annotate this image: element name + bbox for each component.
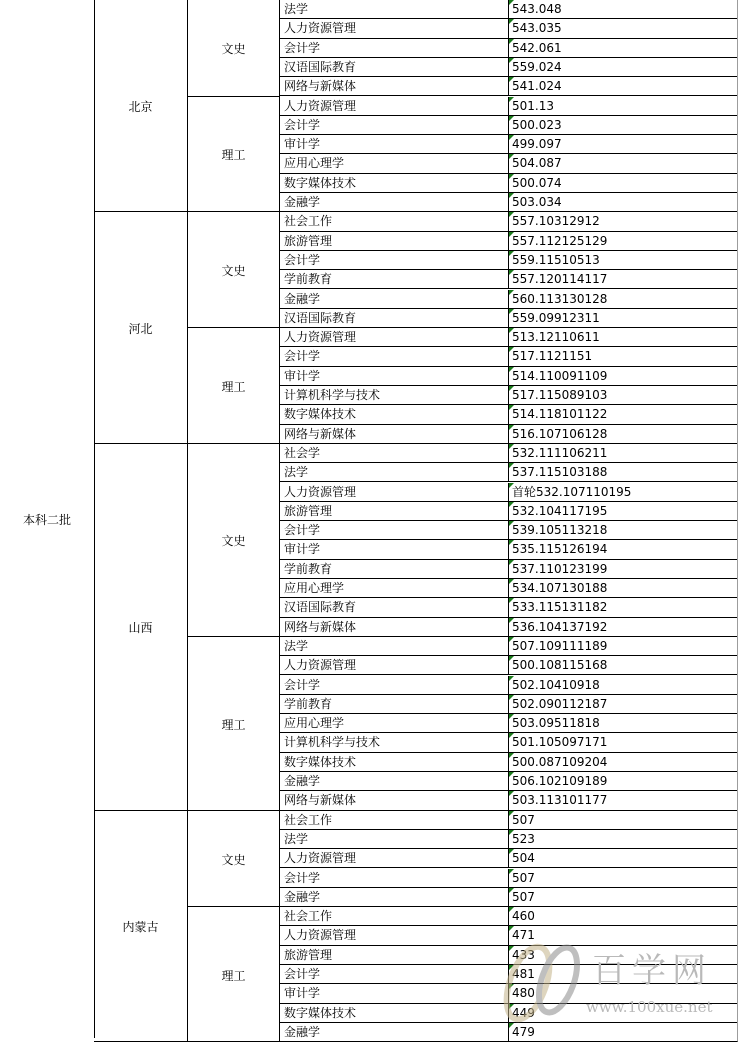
score-cell <box>509 328 738 347</box>
comment-marker-icon <box>509 328 514 333</box>
score-value: 514.110091109 <box>512 368 608 383</box>
score-cell <box>509 656 738 675</box>
score-value: 504 <box>512 851 535 866</box>
score-value: 507 <box>512 812 535 827</box>
score-value: 541.024 <box>512 79 562 94</box>
comment-marker-icon <box>509 232 514 237</box>
comment-marker-icon <box>509 502 514 507</box>
score-cell <box>509 367 738 386</box>
score-cell <box>509 714 738 733</box>
score-value: 557.112125129 <box>512 233 608 248</box>
score-value: 449 <box>512 1005 535 1020</box>
score-value: 523 <box>512 831 535 846</box>
comment-marker-icon <box>509 598 514 603</box>
score-cell <box>509 463 738 482</box>
score-cell <box>509 849 738 868</box>
score-cell <box>509 791 738 810</box>
major-cell: 金融学 <box>280 1023 509 1042</box>
comment-marker-icon <box>509 77 514 82</box>
major-cell: 会计学 <box>280 39 509 58</box>
province-label: 山西 <box>128 621 153 636</box>
score-cell <box>509 193 738 212</box>
comment-marker-icon <box>509 174 514 179</box>
score-cell <box>509 232 738 251</box>
major-cell: 学前教育 <box>280 270 509 289</box>
major-cell: 汉语国际教育 <box>280 309 509 328</box>
category-label: 文史 <box>221 42 246 57</box>
score-cell <box>509 425 738 444</box>
major-cell: 旅游管理 <box>280 232 509 251</box>
score-cell <box>509 0 738 19</box>
major-cell: 应用心理学 <box>280 714 509 733</box>
major-cell: 法学 <box>280 637 509 656</box>
score-cell <box>509 579 738 598</box>
major-cell: 人力资源管理 <box>280 97 509 116</box>
major-cell: 金融学 <box>280 290 509 309</box>
comment-marker-icon <box>509 19 514 24</box>
major-cell: 数字媒体技术 <box>280 405 509 424</box>
score-value: 539.105113218 <box>512 523 608 538</box>
major-cell: 会计学 <box>280 869 509 888</box>
score-cell <box>509 116 738 135</box>
comment-marker-icon <box>509 830 514 835</box>
score-cell <box>509 19 738 38</box>
major-cell: 审计学 <box>280 984 509 1003</box>
comment-marker-icon <box>509 695 514 700</box>
major-cell: 数字媒体技术 <box>280 174 509 193</box>
province-label: 内蒙古 <box>122 920 159 935</box>
comment-marker-icon <box>509 753 514 758</box>
score-value: 537.110123199 <box>512 561 608 576</box>
score-cell <box>509 174 738 193</box>
major-cell: 人力资源管理 <box>280 19 509 38</box>
score-value: 471 <box>512 928 535 943</box>
major-cell: 审计学 <box>280 135 509 154</box>
score-cell <box>509 290 738 309</box>
score-cell <box>509 521 738 540</box>
major-cell: 法学 <box>280 830 509 849</box>
comment-marker-icon <box>509 39 514 44</box>
score-cell <box>509 637 738 656</box>
major-cell: 网络与新媒体 <box>280 425 509 444</box>
score-cell <box>509 483 738 502</box>
major-cell: 网络与新媒体 <box>280 77 509 96</box>
category-label: 文史 <box>221 852 246 867</box>
score-cell <box>509 309 738 328</box>
score-value: 503.034 <box>512 195 562 209</box>
comment-marker-icon <box>509 97 514 102</box>
score-value: 559.09912311 <box>512 310 600 325</box>
major-cell: 会计学 <box>280 676 509 695</box>
major-cell: 应用心理学 <box>280 154 509 173</box>
score-value: 534.107130188 <box>512 581 608 595</box>
comment-marker-icon <box>509 193 514 198</box>
score-value: 507 <box>512 870 535 885</box>
score-value: 513.12110611 <box>512 330 600 345</box>
comment-marker-icon <box>509 483 514 488</box>
score-cell <box>509 212 738 231</box>
score-cell <box>509 830 738 849</box>
major-cell: 网络与新媒体 <box>280 618 509 637</box>
comment-marker-icon <box>509 521 514 526</box>
score-value: 481 <box>512 967 535 981</box>
comment-marker-icon <box>509 888 514 893</box>
comment-marker-icon <box>509 425 514 430</box>
score-cell <box>509 270 738 289</box>
score-cell <box>509 39 738 58</box>
score-value: 480 <box>512 986 535 1001</box>
comment-marker-icon <box>509 405 514 410</box>
category-label: 理工 <box>221 148 246 163</box>
major-cell: 人力资源管理 <box>280 849 509 868</box>
score-value: 501.105097171 <box>512 735 608 750</box>
score-value: 536.104137192 <box>512 619 608 634</box>
score-cell <box>509 444 738 463</box>
score-value: 503.09511818 <box>512 716 600 731</box>
major-cell: 应用心理学 <box>280 579 509 598</box>
score-value: 506.102109189 <box>512 774 608 788</box>
comment-marker-icon <box>509 116 514 121</box>
score-value: 500.087109204 <box>512 754 608 769</box>
major-cell: 社会工作 <box>280 907 509 926</box>
comment-marker-icon <box>509 367 514 372</box>
major-cell: 法学 <box>280 463 509 482</box>
major-cell: 社会学 <box>280 444 509 463</box>
score-value: 514.118101122 <box>512 407 608 422</box>
comment-marker-icon <box>509 637 514 642</box>
score-value: 479 <box>512 1024 535 1039</box>
category-label: 理工 <box>221 968 246 983</box>
score-cell <box>509 386 738 405</box>
major-cell: 会计学 <box>280 521 509 540</box>
watermark-brand: 百学网 <box>592 951 712 991</box>
score-cell <box>509 58 738 77</box>
score-value: 543.048 <box>512 2 562 16</box>
major-cell: 审计学 <box>280 367 509 386</box>
score-value: 500.108115168 <box>512 658 608 673</box>
comment-marker-icon <box>509 290 514 295</box>
score-value: 560.113130128 <box>512 291 608 306</box>
score-cell <box>509 251 738 270</box>
major-cell: 社会工作 <box>280 811 509 830</box>
category-label: 理工 <box>221 380 246 394</box>
score-value: 557.10312912 <box>512 214 600 229</box>
score-value: 532.104117195 <box>512 503 608 518</box>
major-cell: 汉语国际教育 <box>280 58 509 77</box>
score-value: 433 <box>512 947 535 962</box>
comment-marker-icon <box>509 907 514 912</box>
comment-marker-icon <box>509 772 514 777</box>
comment-marker-icon <box>509 656 514 661</box>
major-cell: 人力资源管理 <box>280 483 509 502</box>
score-cell <box>509 598 738 617</box>
score-value: 502.090112187 <box>512 696 608 711</box>
comment-marker-icon <box>509 811 514 816</box>
score-cell <box>509 618 738 637</box>
score-value: 516.107106128 <box>512 426 608 441</box>
major-cell: 法学 <box>280 0 509 19</box>
score-value: 533.115131182 <box>512 600 608 615</box>
province-label: 北京 <box>128 100 153 115</box>
major-cell: 金融学 <box>280 772 509 791</box>
comment-marker-icon <box>509 347 514 352</box>
comment-marker-icon <box>509 849 514 854</box>
score-cell <box>509 540 738 559</box>
major-cell: 网络与新媒体 <box>280 791 509 810</box>
major-cell: 计算机科学与技术 <box>280 733 509 752</box>
score-value: 535.115126194 <box>512 542 608 557</box>
comment-marker-icon <box>509 386 514 391</box>
watermark-url: www.100xue.net <box>586 998 713 1016</box>
major-cell: 会计学 <box>280 347 509 366</box>
major-cell: 学前教育 <box>280 560 509 579</box>
province-label: 河北 <box>128 322 153 337</box>
major-cell: 汉语国际教育 <box>280 598 509 617</box>
score-value: 500.023 <box>512 117 562 132</box>
score-cell <box>509 753 738 772</box>
comment-marker-icon <box>509 618 514 623</box>
score-cell <box>509 676 738 695</box>
score-value: 557.120114117 <box>512 272 608 287</box>
score-value: 460 <box>512 909 535 924</box>
score-value: 504.087 <box>512 156 562 171</box>
major-cell: 会计学 <box>280 251 509 270</box>
comment-marker-icon <box>509 270 514 275</box>
major-cell: 人力资源管理 <box>280 926 509 945</box>
score-cell <box>509 888 738 907</box>
score-cell <box>509 907 738 926</box>
major-cell: 社会工作 <box>280 212 509 231</box>
comment-marker-icon <box>509 463 514 468</box>
score-value: 503.113101177 <box>512 793 608 808</box>
major-cell: 会计学 <box>280 116 509 135</box>
score-value: 543.035 <box>512 21 562 36</box>
score-cell <box>509 135 738 154</box>
score-value: 517.115089103 <box>512 388 608 402</box>
comment-marker-icon <box>509 135 514 140</box>
major-cell: 数字媒体技术 <box>280 1004 509 1023</box>
score-cell <box>509 560 738 579</box>
comment-marker-icon <box>509 733 514 738</box>
score-value: 559.11510513 <box>512 252 600 267</box>
score-cell <box>509 811 738 830</box>
score-value: 507.109111189 <box>512 638 608 653</box>
category-label: 文史 <box>221 534 246 549</box>
major-cell: 人力资源管理 <box>280 328 509 347</box>
score-cell <box>509 405 738 424</box>
score-cell <box>509 502 738 521</box>
score-value: 532.111106211 <box>512 445 608 460</box>
major-cell: 金融学 <box>280 193 509 212</box>
major-cell: 学前教育 <box>280 695 509 714</box>
score-value: 501.13 <box>512 98 554 113</box>
major-cell: 审计学 <box>280 540 509 559</box>
comment-marker-icon <box>509 676 514 681</box>
comment-marker-icon <box>509 540 514 545</box>
score-value: 517.1121151 <box>512 349 593 364</box>
score-value: 499.097 <box>512 137 562 152</box>
score-cell <box>509 77 738 96</box>
comment-marker-icon <box>509 791 514 796</box>
score-value: 首轮532.107110195 <box>512 484 632 499</box>
score-cell <box>509 347 738 366</box>
category-label: 理工 <box>221 717 246 732</box>
major-cell: 会计学 <box>280 965 509 984</box>
score-cell <box>509 733 738 752</box>
comment-marker-icon <box>509 579 514 584</box>
comment-marker-icon <box>509 869 514 874</box>
major-cell: 数字媒体技术 <box>280 753 509 772</box>
comment-marker-icon <box>509 309 514 314</box>
comment-marker-icon <box>509 212 514 217</box>
score-cell <box>509 695 738 714</box>
score-cell <box>509 97 738 116</box>
score-value: 500.074 <box>512 175 562 190</box>
category-label: 文史 <box>221 264 246 279</box>
score-value: 542.061 <box>512 40 562 55</box>
major-cell: 金融学 <box>280 888 509 907</box>
score-value: 559.024 <box>512 59 562 74</box>
comment-marker-icon <box>509 154 514 159</box>
major-cell: 旅游管理 <box>280 502 509 521</box>
watermark-logo <box>480 928 738 1038</box>
comment-marker-icon <box>509 0 514 5</box>
score-value: 507 <box>512 889 535 904</box>
major-cell: 旅游管理 <box>280 946 509 965</box>
score-value: 502.10410918 <box>512 677 600 692</box>
major-cell: 人力资源管理 <box>280 656 509 675</box>
comment-marker-icon <box>509 251 514 256</box>
comment-marker-icon <box>509 58 514 63</box>
score-cell <box>509 154 738 173</box>
score-value: 537.115103188 <box>512 465 608 480</box>
batch-label: 本科二批 <box>22 513 71 527</box>
score-cell <box>509 869 738 888</box>
comment-marker-icon <box>509 714 514 719</box>
major-cell: 计算机科学与技术 <box>280 386 509 405</box>
score-cell <box>509 772 738 791</box>
comment-marker-icon <box>509 560 514 565</box>
comment-marker-icon <box>509 444 514 449</box>
